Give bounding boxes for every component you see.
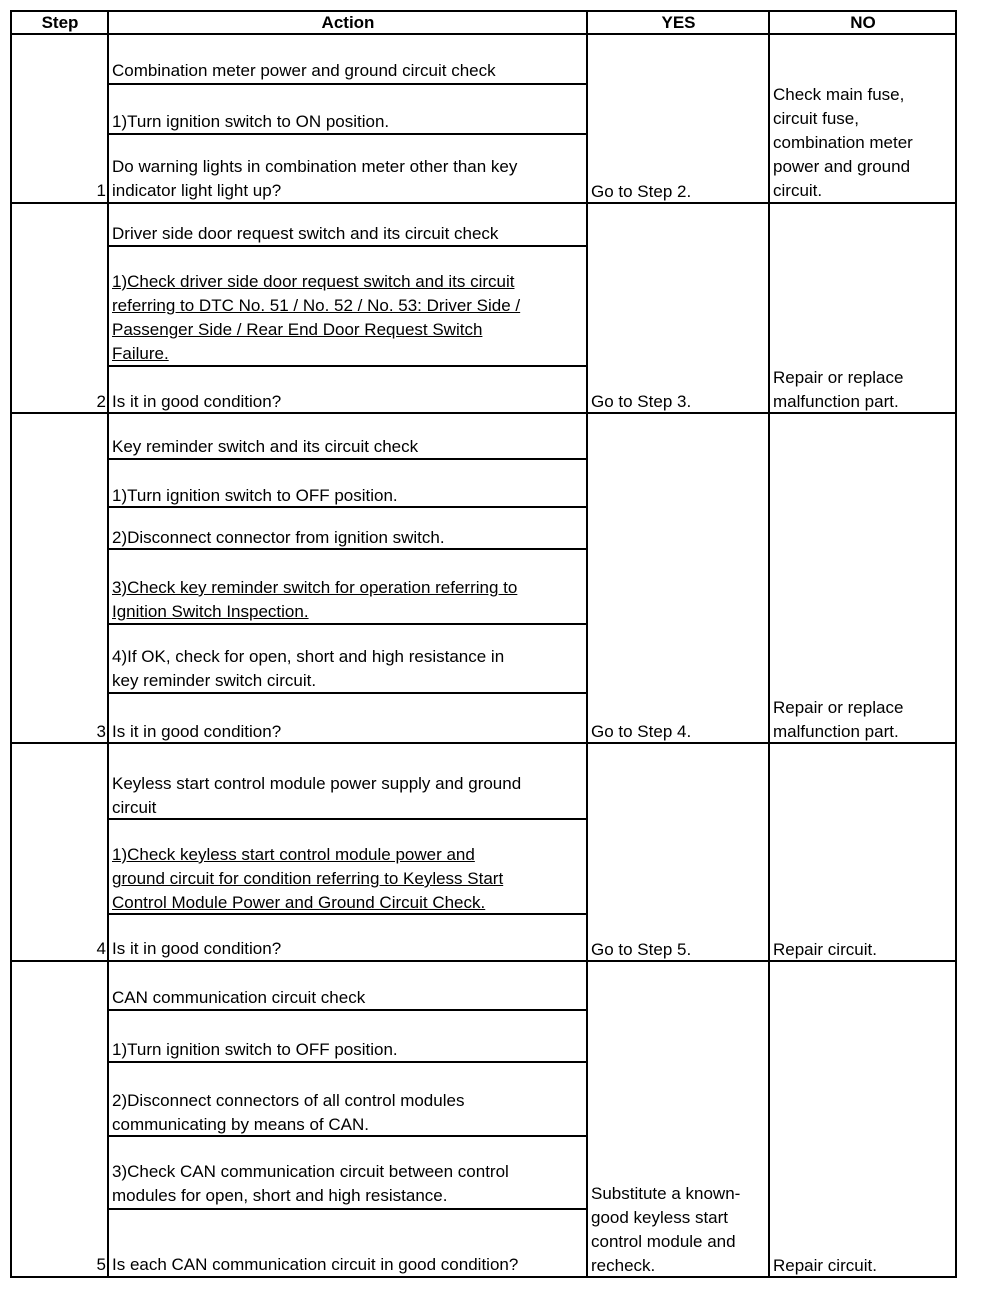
no-result: Repair circuit. xyxy=(773,940,877,959)
step-number: 1 xyxy=(96,181,106,200)
yes-result: recheck. xyxy=(591,1256,656,1275)
action-question: Is it in good condition? xyxy=(112,392,282,411)
header-action: Action xyxy=(321,13,375,32)
no-result: Repair or replace xyxy=(773,698,904,717)
action-divider xyxy=(109,365,587,367)
column-divider xyxy=(768,10,770,1278)
action-instruction: 1)Turn ignition switch to OFF position. xyxy=(112,1040,398,1059)
reference-link[interactable]: 1)Check driver side door request switch and its circuit xyxy=(112,272,515,291)
step-number: 4 xyxy=(96,939,106,958)
yes-result: Substitute a known- xyxy=(591,1184,741,1203)
step-title: Key reminder switch and its circuit check xyxy=(112,437,419,456)
action-question: Is it in good condition? xyxy=(112,939,282,958)
no-result: circuit. xyxy=(773,181,823,200)
no-result: power and ground xyxy=(773,157,911,176)
no-result: Repair or replace xyxy=(773,368,904,387)
step-title: CAN communication circuit check xyxy=(112,988,366,1007)
column-divider xyxy=(586,10,588,1278)
action-instruction: modules for open, short and high resistance. xyxy=(112,1186,448,1205)
step-title: circuit xyxy=(112,798,157,817)
action-divider xyxy=(109,1208,587,1210)
no-result: combination meter xyxy=(773,133,913,152)
action-instruction: 2)Disconnect connectors of all control modules xyxy=(112,1091,465,1110)
reference-link[interactable]: Passenger Side / Rear End Door Request Switch xyxy=(112,320,483,339)
reference-link[interactable]: Failure. xyxy=(112,344,169,363)
reference-link[interactable]: referring to DTC No. 51 / No. 52 / No. 53: Driver Side / xyxy=(112,296,521,315)
reference-link[interactable]: ground circuit for condition referring to Keyless Start xyxy=(112,869,504,888)
step-number: 5 xyxy=(96,1255,106,1274)
action-divider xyxy=(109,818,587,820)
step-title: Combination meter power and ground circuit check xyxy=(112,61,496,80)
no-result: Repair circuit. xyxy=(773,1256,877,1275)
action-instruction: 4)If OK, check for open, short and high resistance in xyxy=(112,647,505,666)
step-number: 3 xyxy=(96,722,106,741)
reference-link[interactable]: 3)Check key reminder switch for operation referring to xyxy=(112,578,518,597)
yes-result: Go to Step 3. xyxy=(591,392,692,411)
yes-result: good keyless start xyxy=(591,1208,729,1227)
header-no: NO xyxy=(850,13,876,32)
no-result: Check main fuse, xyxy=(773,85,905,104)
row-divider xyxy=(10,33,957,35)
step-title: Keyless start control module power supply and ground xyxy=(112,774,522,793)
yes-result: control module and xyxy=(591,1232,736,1251)
header-yes: YES xyxy=(661,13,696,32)
reference-link[interactable]: 1)Check keyless start control module power and xyxy=(112,845,475,864)
step-title: Driver side door request switch and its circuit check xyxy=(112,224,499,243)
column-divider xyxy=(107,10,109,1278)
step-number: 2 xyxy=(96,392,106,411)
action-instruction: key reminder switch circuit. xyxy=(112,671,317,690)
action-question: Is it in good condition? xyxy=(112,722,282,741)
action-question: Do warning lights in combination meter other than key xyxy=(112,157,518,176)
header-step: Step xyxy=(41,13,79,32)
action-question: Is each CAN communication circuit in good condition? xyxy=(112,1255,519,1274)
action-instruction: 1)Turn ignition switch to ON position. xyxy=(112,112,390,131)
no-result: malfunction part. xyxy=(773,722,899,741)
no-result: malfunction part. xyxy=(773,392,899,411)
no-result: circuit fuse, xyxy=(773,109,859,128)
reference-link[interactable]: Control Module Power and Ground Circuit Check. xyxy=(112,893,486,912)
reference-link[interactable]: Ignition Switch Inspection. xyxy=(112,602,309,621)
action-instruction: 1)Turn ignition switch to OFF position. xyxy=(112,486,398,505)
yes-result: Go to Step 2. xyxy=(591,182,692,201)
action-question: indicator light light up? xyxy=(112,181,282,200)
action-divider xyxy=(109,83,587,85)
action-instruction: communicating by means of CAN. xyxy=(112,1115,369,1134)
action-instruction: 2)Disconnect connector from ignition switch. xyxy=(112,528,445,547)
yes-result: Go to Step 5. xyxy=(591,940,692,959)
action-instruction: 3)Check CAN communication circuit between control xyxy=(112,1162,509,1181)
yes-result: Go to Step 4. xyxy=(591,722,692,741)
